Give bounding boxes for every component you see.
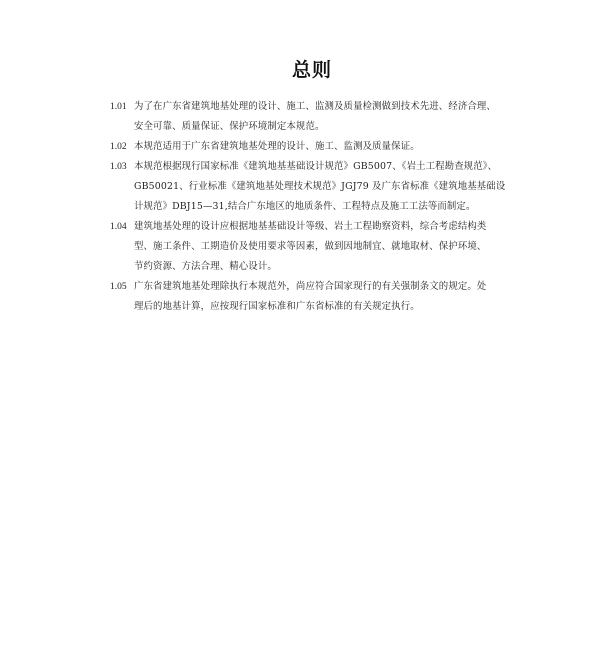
clause-1-05 (110, 277, 502, 317)
clause-list (110, 97, 506, 317)
clause-text (134, 157, 505, 217)
clause-number: 1.05 (110, 282, 127, 292)
clause-number: 1.02 (110, 142, 127, 152)
clause-1-04 (110, 217, 502, 277)
clause-line: 节约资源、方法合理、精心设计。 (134, 261, 277, 272)
clause-1-01 (110, 97, 502, 137)
clause-text (134, 97, 502, 137)
clause-number: 1.01 (110, 102, 127, 112)
clause-1-02 (110, 137, 502, 157)
clause-line: 本规范适用于广东省建筑地基处理的设计、施工、监测及质量保证。 (134, 141, 420, 152)
clause-line: GB50021、行业标准《建筑地基处理技术规范》JGJ79 及广东省标准《建筑地基基础设 (134, 181, 506, 192)
page-title: 总则 (291, 59, 332, 81)
clause-line: 理后的地基计算，应按现行国家标准和广东省标准的有关规定执行。 (134, 301, 420, 312)
clause-text (134, 277, 502, 317)
clause-line: 安全可靠、质量保证、保护环境制定本规范。 (134, 121, 325, 132)
clause-line: 本规范根据现行国家标准《建筑地基基础设计规范》GB5007、《岩土工程勘查规范》、 (134, 161, 498, 172)
clause-line: 广东省建筑地基处理除执行本规范外，尚应符合国家现行的有关强制条文的规定。处 (134, 281, 487, 292)
clause-1-03 (110, 157, 506, 217)
clause-line: 计规范》DBJ15—31,结合广东地区的地质条件、工程特点及施工工法等而制定。 (134, 201, 476, 212)
clause-text (134, 137, 502, 157)
clause-text (134, 217, 502, 277)
clause-number: 1.03 (110, 162, 127, 172)
clause-line: 型、施工条件、工期造价及使用要求等因素，做到因地制宜、就地取材、保护环境、 (134, 241, 487, 252)
clause-line: 建筑地基处理的设计应根据地基基础设计等级、岩土工程勘察资料，综合考虑结构类 (134, 221, 487, 232)
clause-line: 为了在广东省建筑地基处理的设计、施工、监测及质量检测做到技术先进、经济合理、 (134, 101, 496, 112)
clause-number: 1.04 (110, 222, 127, 232)
